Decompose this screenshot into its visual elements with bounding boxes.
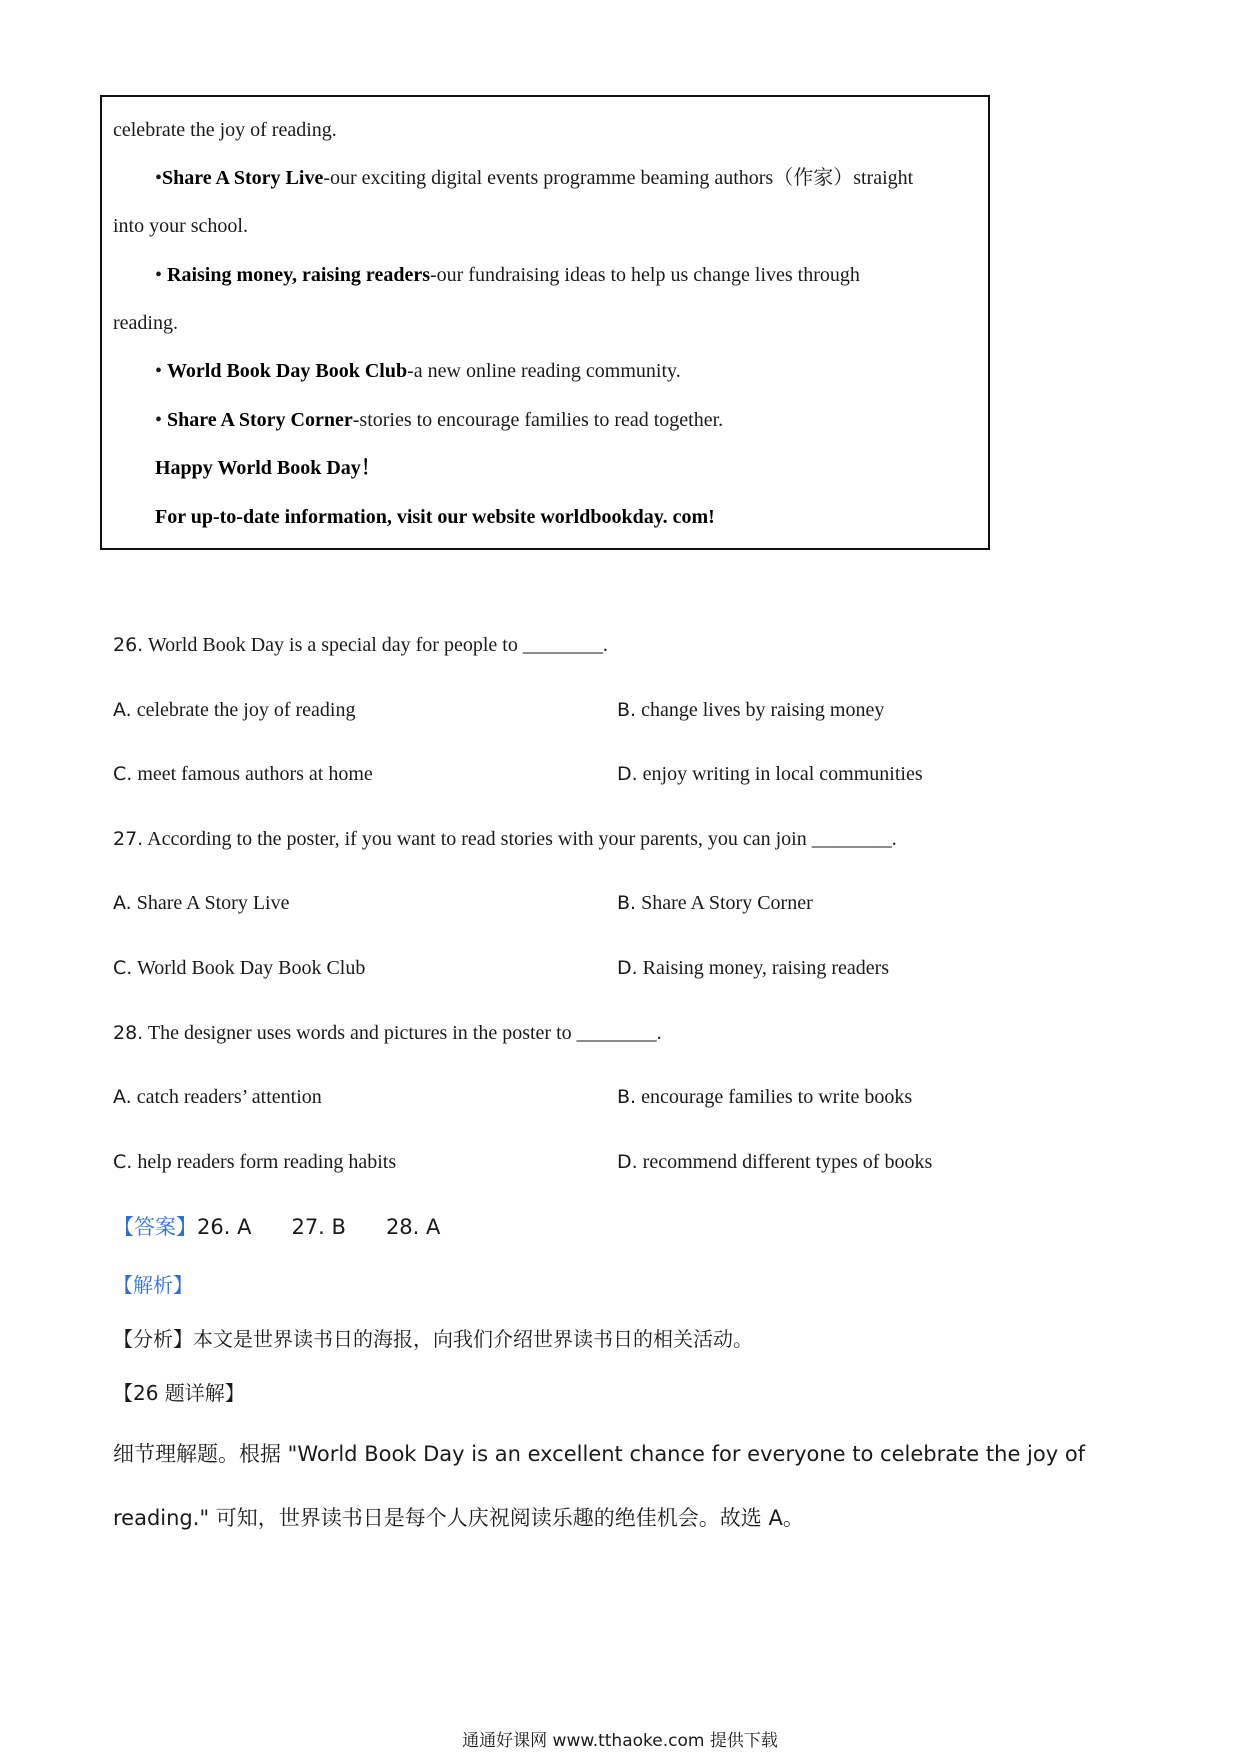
answer-item: 27. B bbox=[291, 1215, 346, 1239]
item-title: Share A Story Live bbox=[162, 167, 324, 189]
option-text: meet famous authors at home bbox=[137, 763, 373, 785]
option-text: change lives by raising money bbox=[641, 699, 885, 721]
option-text: celebrate the joy of reading bbox=[136, 699, 356, 721]
option-text: recommend different types of books bbox=[642, 1151, 933, 1173]
poster-closing bbox=[155, 456, 381, 480]
option-28-a bbox=[113, 1085, 322, 1109]
bullet: • bbox=[155, 360, 163, 382]
poster-item-cont: into your school. bbox=[113, 215, 248, 237]
question-number: 27. bbox=[113, 828, 144, 850]
option-text: encourage families to write books bbox=[641, 1086, 913, 1108]
option-28-b bbox=[617, 1085, 912, 1109]
item-desc: -stories to encourage families to read together. bbox=[352, 409, 724, 431]
poster-item bbox=[155, 263, 860, 287]
option-letter: A. bbox=[113, 892, 132, 914]
option-letter: D. bbox=[617, 763, 638, 785]
question-text: The designer uses words and pictures in the poster to ________. bbox=[147, 1022, 662, 1044]
item-desc: -our exciting digital events programme beaming authors（作家）straight bbox=[323, 167, 914, 189]
poster-item bbox=[155, 408, 723, 432]
option-letter: A. bbox=[113, 1086, 132, 1108]
poster-item-cont: reading. bbox=[113, 312, 178, 334]
website-text: For up-to-date information, visit our website worldbookday. com! bbox=[155, 506, 715, 528]
option-26-c bbox=[113, 762, 373, 786]
poster-box bbox=[100, 95, 990, 550]
option-text: Raising money, raising readers bbox=[642, 957, 890, 979]
option-letter: C. bbox=[113, 957, 133, 979]
option-27-d bbox=[617, 956, 889, 980]
poster-website bbox=[155, 505, 715, 529]
item-title: World Book Day Book Club bbox=[167, 360, 408, 382]
question-text: According to the poster, if you want to read stories with your parents, you can join ________. bbox=[147, 828, 897, 850]
question-26 bbox=[113, 633, 608, 657]
question-text: World Book Day is a special day for people to ________. bbox=[147, 634, 608, 656]
option-27-a bbox=[113, 891, 289, 915]
question-number: 26. bbox=[113, 634, 144, 656]
poster-line: celebrate the joy of reading. bbox=[113, 119, 337, 141]
item-title: Share A Story Corner bbox=[167, 409, 353, 431]
option-27-b bbox=[617, 891, 813, 915]
item-title: Raising money, raising readers bbox=[167, 264, 430, 286]
option-28-c bbox=[113, 1150, 396, 1174]
detail-title: 【26 题详解】 bbox=[113, 1381, 245, 1405]
option-letter: D. bbox=[617, 957, 638, 979]
option-text: help readers form reading habits bbox=[137, 1151, 397, 1173]
option-26-d bbox=[617, 762, 923, 786]
bullet: • bbox=[155, 409, 163, 431]
answer-item: 26. A bbox=[197, 1215, 252, 1239]
question-27 bbox=[113, 827, 897, 851]
option-letter: B. bbox=[617, 699, 637, 721]
detail-line: reading." 可知，世界读书日是每个人庆祝阅读乐趣的绝佳机会。故选 A。 bbox=[113, 1506, 804, 1530]
option-letter: C. bbox=[113, 1151, 133, 1173]
option-text: Share A Story Corner bbox=[641, 892, 813, 914]
option-letter: D. bbox=[617, 1151, 638, 1173]
option-28-d bbox=[617, 1150, 932, 1174]
closing-text: Happy World Book Day！ bbox=[155, 457, 381, 479]
answer-tag: 【答案】 bbox=[113, 1215, 197, 1239]
question-28 bbox=[113, 1021, 662, 1045]
option-26-a bbox=[113, 698, 355, 722]
detail-line: 细节理解题。根据 "World Book Day is an excellent chance for everyone to celebrate the joy of bbox=[113, 1442, 1086, 1466]
answer-item: 28. A bbox=[385, 1215, 441, 1239]
question-number: 28. bbox=[113, 1022, 144, 1044]
item-desc: -a new online reading community. bbox=[407, 360, 681, 382]
poster-item bbox=[155, 166, 913, 190]
option-letter: B. bbox=[617, 892, 637, 914]
answer-line bbox=[113, 1214, 440, 1240]
bullet: • bbox=[155, 264, 163, 286]
poster-item bbox=[155, 359, 681, 383]
bullet: • bbox=[155, 167, 163, 189]
item-desc: -our fundraising ideas to help us change lives through bbox=[429, 264, 860, 286]
analysis-tag: 【解析】 bbox=[113, 1273, 193, 1297]
option-letter: C. bbox=[113, 763, 133, 785]
page-footer: 通通好课网 www.tthaoke.com 提供下载 bbox=[462, 1731, 778, 1751]
option-text: World Book Day Book Club bbox=[136, 957, 366, 979]
option-text: Share A Story Live bbox=[136, 892, 290, 914]
analysis-summary: 【分析】本文是世界读书日的海报，向我们介绍世界读书日的相关活动。 bbox=[113, 1327, 753, 1351]
option-text: enjoy writing in local communities bbox=[642, 763, 923, 785]
option-letter: B. bbox=[617, 1086, 637, 1108]
option-26-b bbox=[617, 698, 884, 722]
option-text: catch readers’ attention bbox=[136, 1086, 322, 1108]
option-letter: A. bbox=[113, 699, 132, 721]
option-27-c bbox=[113, 956, 365, 980]
